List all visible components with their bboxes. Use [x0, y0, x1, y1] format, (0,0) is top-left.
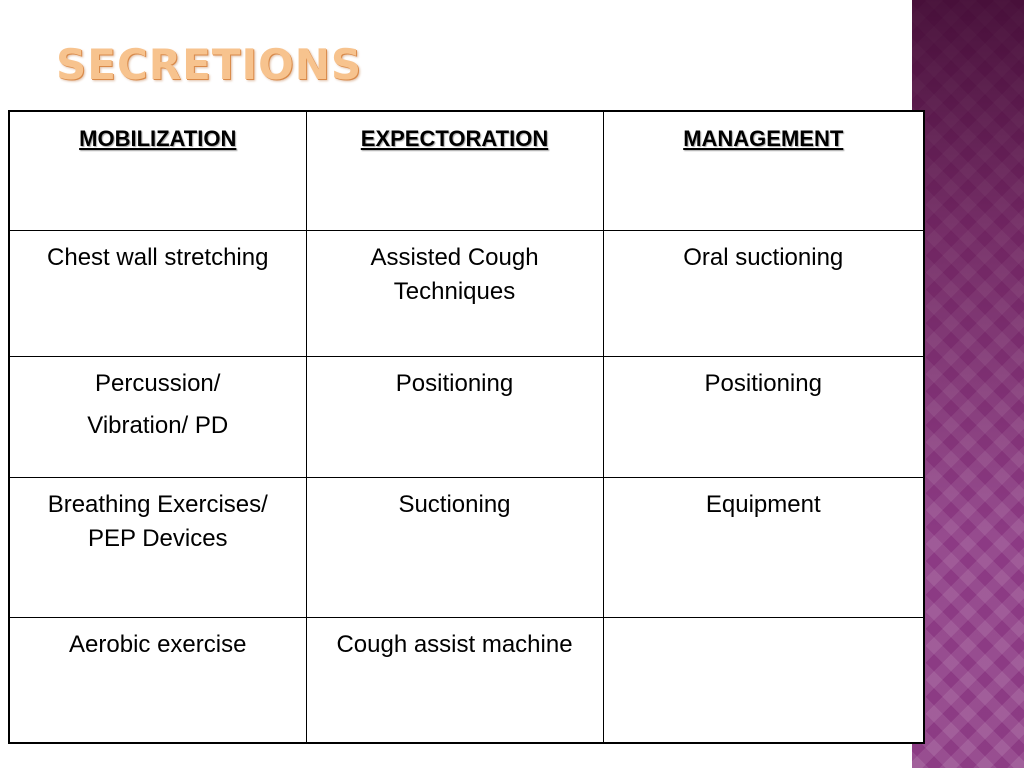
cell-text-line: Vibration/ PD — [87, 411, 229, 439]
header-management — [603, 111, 924, 230]
table-row — [9, 356, 924, 477]
slide-title: SECRETIONS — [56, 40, 363, 89]
cell-mobilization: Chest wall stretching — [9, 230, 306, 356]
table-header-row — [9, 111, 924, 230]
cell-text-line: Percussion/ — [95, 369, 221, 397]
header-expectoration-label: EXPECTORATION — [360, 126, 549, 151]
secretions-table — [8, 110, 925, 744]
header-management-label: MANAGEMENT — [683, 126, 844, 151]
table-row — [9, 477, 924, 617]
table-row — [9, 617, 924, 743]
header-mobilization-label: MOBILIZATION — [79, 126, 237, 151]
cell-management: Oral suctioning — [603, 230, 924, 356]
cell-management: Equipment — [603, 477, 924, 617]
cell-management: Positioning — [603, 356, 924, 477]
cell-mobilization: Aerobic exercise — [9, 617, 306, 743]
cell-management — [603, 617, 924, 743]
cell-expectoration: Assisted Cough Techniques — [306, 230, 603, 356]
header-mobilization — [9, 111, 306, 230]
cell-expectoration: Suctioning — [306, 477, 603, 617]
decorative-side-panel — [912, 0, 1024, 768]
cell-mobilization: Breathing Exercises/ PEP Devices — [9, 477, 306, 617]
header-expectoration — [306, 111, 603, 230]
table-row — [9, 230, 924, 356]
cell-mobilization — [9, 356, 306, 477]
cell-expectoration: Cough assist machine — [306, 617, 603, 743]
cell-expectoration: Positioning — [306, 356, 603, 477]
